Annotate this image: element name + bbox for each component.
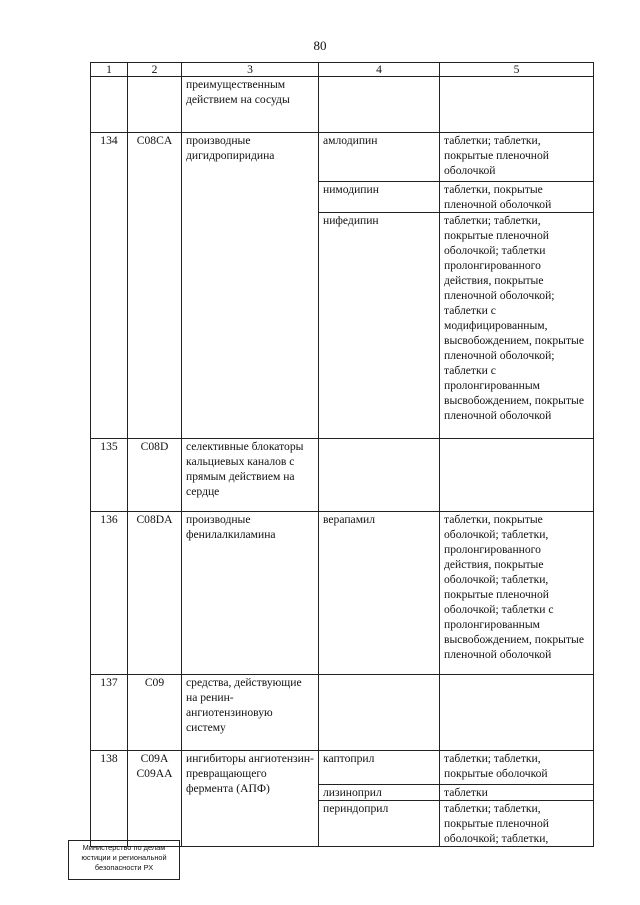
drug-name: каптоприл xyxy=(319,751,440,785)
atc-code: C09 xyxy=(128,675,182,751)
row-number: 134 xyxy=(91,133,128,439)
atc-code xyxy=(128,751,182,847)
header-col-5: 5 xyxy=(440,63,594,77)
row-number: 136 xyxy=(91,512,128,675)
atc-code: C08CA xyxy=(128,133,182,439)
table-row xyxy=(91,133,594,182)
stamp-line: Министерство по делам xyxy=(82,843,166,852)
header-row xyxy=(91,63,594,77)
drug-name: нимодипин xyxy=(319,182,440,213)
group-name: ингибиторы ангиотензин-превращающего фермента (АПФ) xyxy=(182,751,319,847)
table-row xyxy=(91,77,594,133)
ministry-stamp xyxy=(68,840,180,880)
header-col-2: 2 xyxy=(128,63,182,77)
row-number: 135 xyxy=(91,439,128,512)
dosage-form: таблетки; таблетки, покрытые оболочкой xyxy=(440,751,594,785)
dosage-form: таблетки, покрытые пленочной оболочкой xyxy=(440,182,594,213)
drug-name: нифедипин xyxy=(319,213,440,439)
drug-name: верапамил xyxy=(319,512,440,675)
atc-code-line: C09A xyxy=(140,752,169,765)
table-row xyxy=(91,439,594,512)
group-name: преимущественным действием на сосуды xyxy=(182,77,319,133)
dosage-form: таблетки; таблетки, покрытые пленочной оболочкой; таблетки, xyxy=(440,801,594,847)
header-col-1: 1 xyxy=(91,63,128,77)
header-col-4: 4 xyxy=(319,63,440,77)
atc-code: C08D xyxy=(128,439,182,512)
drug-name: лизиноприл xyxy=(319,785,440,801)
group-name: производные дигидропиридина xyxy=(182,133,319,439)
group-name: селективные блокаторы кальциевых каналов с прямым действием на сердце xyxy=(182,439,319,512)
dosage-form: таблетки xyxy=(440,785,594,801)
dosage-form: таблетки, покрытые оболочкой; таблетки, пролонгированного действия, покрытые оболочкой; таблетки, покрытые пленочной оболочкой; таблетки с пролонгированным высвобождением, покрытые пленочной оболочкой xyxy=(440,512,594,675)
dosage-form: таблетки; таблетки, покрытые пленочной оболочкой xyxy=(440,133,594,182)
group-name: производные фенилалкиламина xyxy=(182,512,319,675)
drug-name: периндоприл xyxy=(319,801,440,847)
header-col-3: 3 xyxy=(182,63,319,77)
table-row xyxy=(91,512,594,675)
stamp-line: безопасности РХ xyxy=(94,863,154,872)
group-name: средства, действующие на ренин-ангиотензиновую систему xyxy=(182,675,319,751)
atc-code-line: C09AA xyxy=(136,767,173,780)
atc-code: C08DA xyxy=(128,512,182,675)
table-row xyxy=(91,751,594,785)
medicines-table xyxy=(90,62,594,847)
row-number: 138 xyxy=(91,751,128,847)
dosage-form: таблетки; таблетки, покрытые пленочной оболочкой; таблетки пролонгированного действия, покрытые пленочной оболочкой; таблетки с модифицированным, высвобождением, покрытые пленочной оболочкой; таблетки с пролонгированным высвобождением, покрытые пленочной оболочкой xyxy=(440,213,594,439)
drug-name: амлодипин xyxy=(319,133,440,182)
row-number: 137 xyxy=(91,675,128,751)
table-row xyxy=(91,675,594,751)
stamp-line: юстиции и региональной xyxy=(81,853,167,862)
page-number: 80 xyxy=(313,38,327,53)
